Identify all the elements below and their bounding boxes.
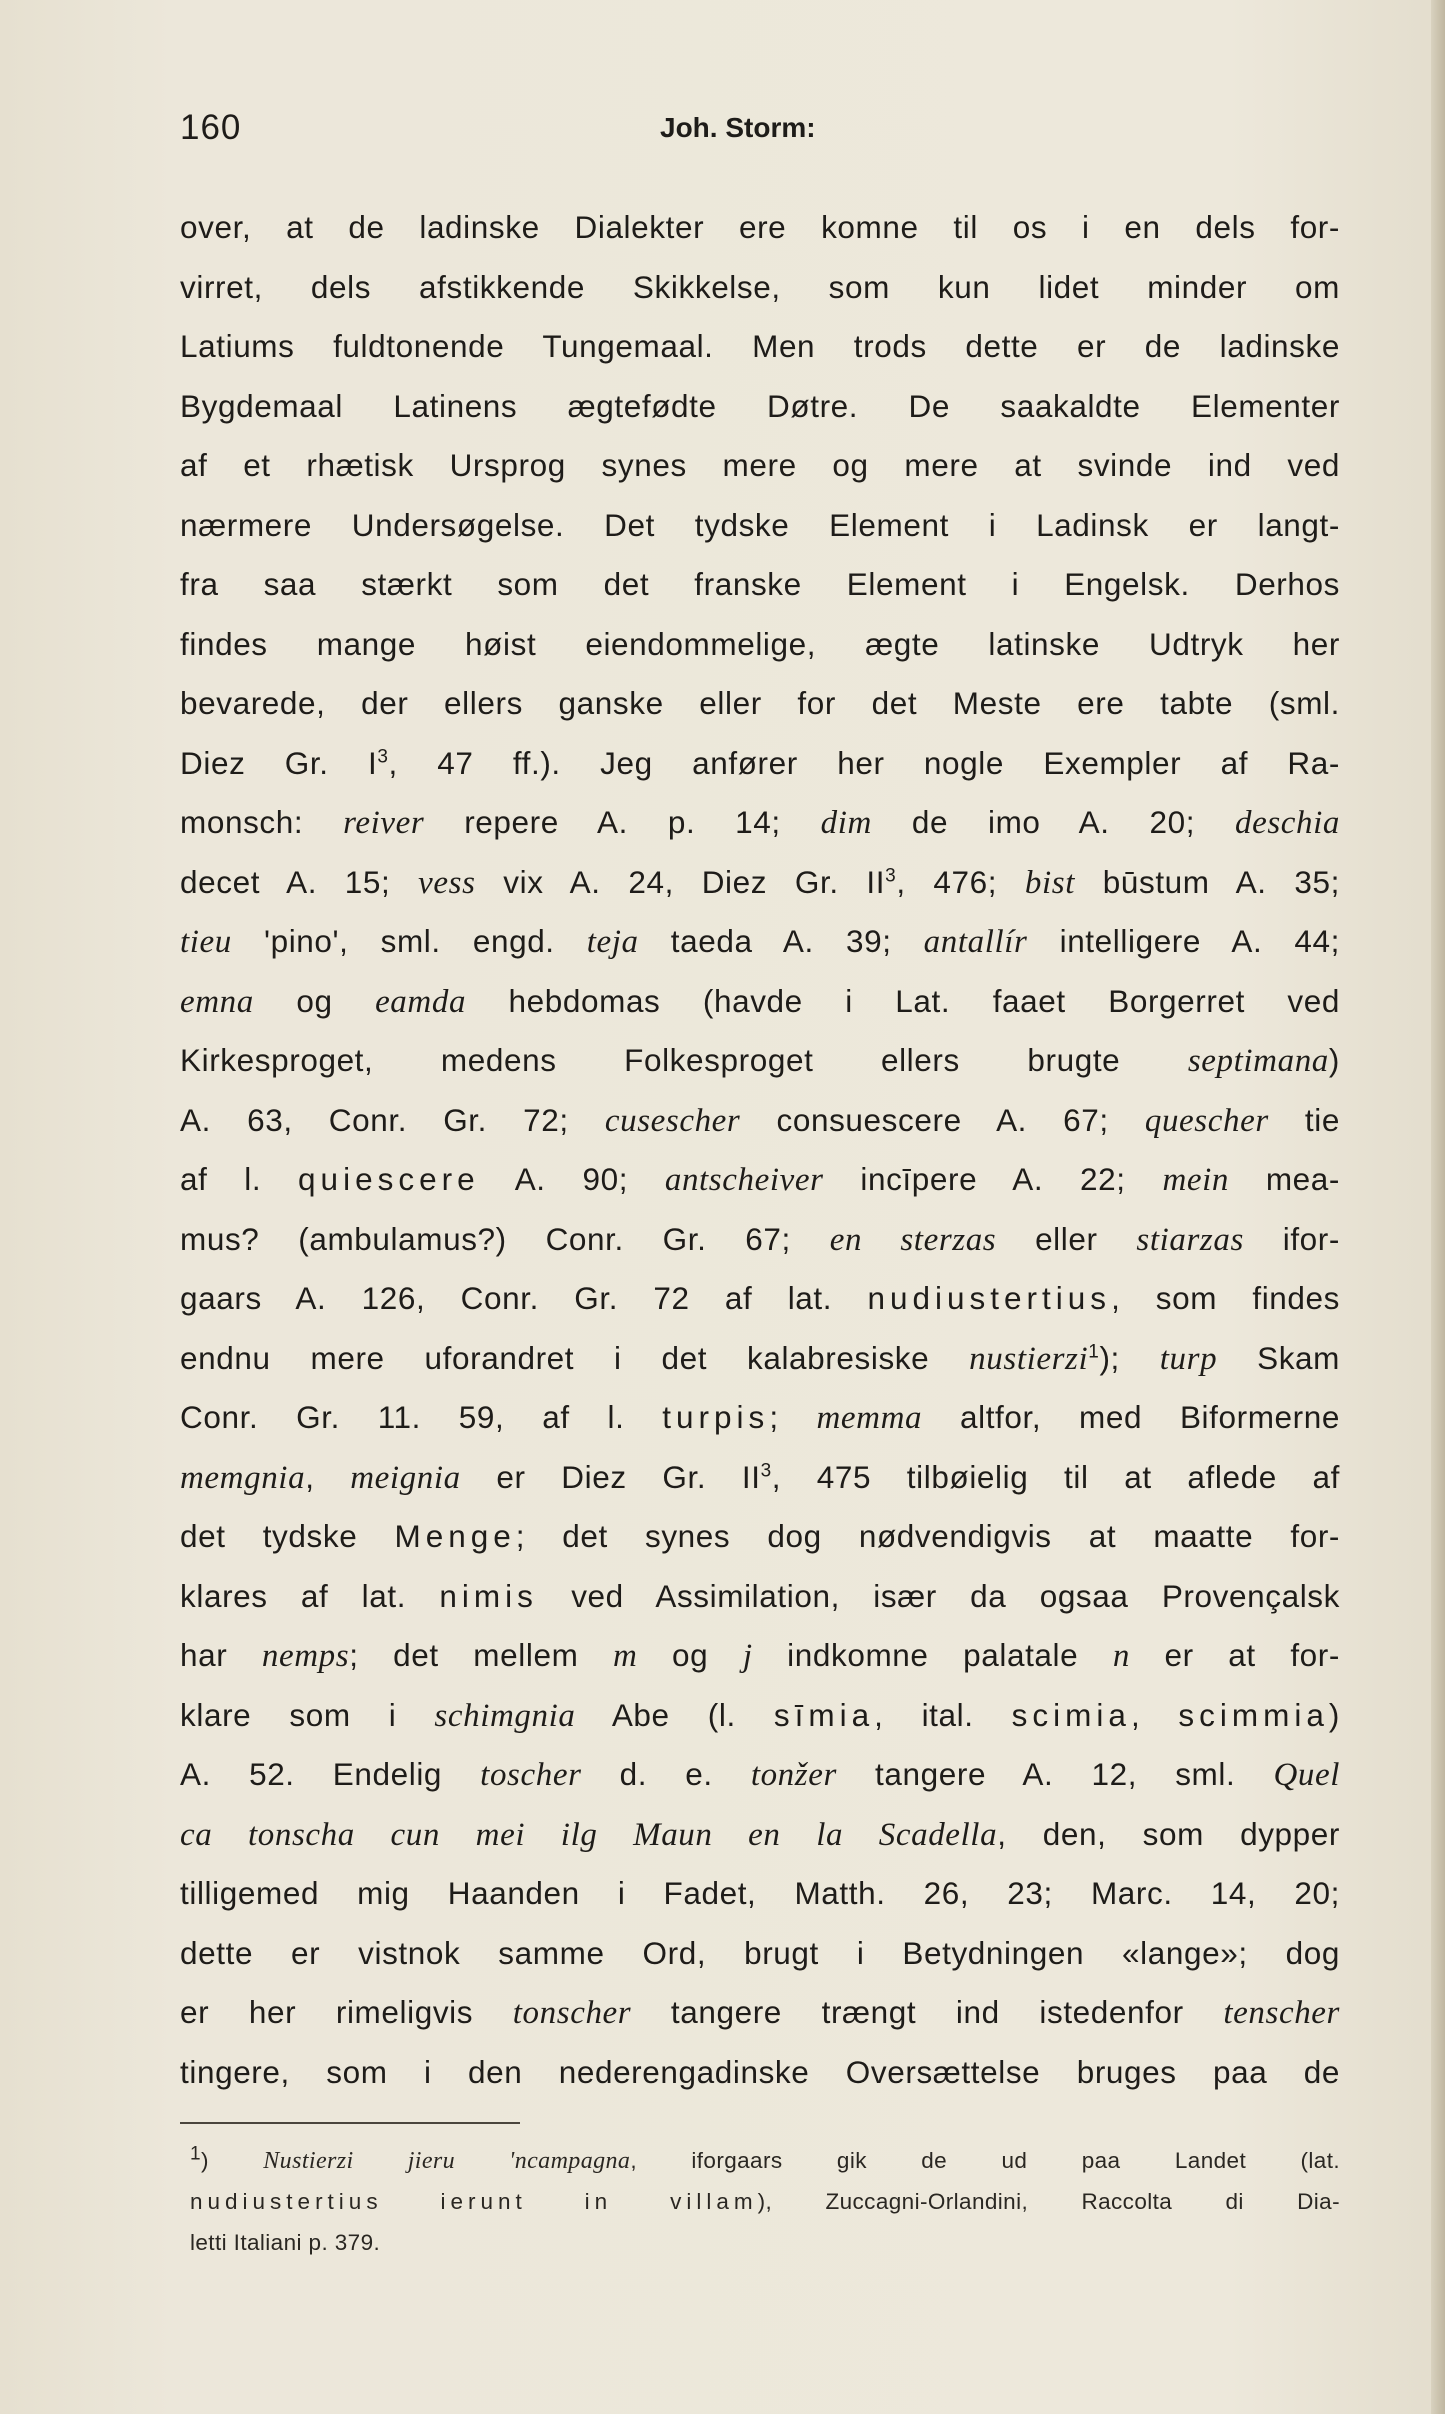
text-line: over, at de ladinske Dialekter ere komne til os i en dels for- [180, 209, 1340, 245]
text-line: findes mange høist eiendommelige, ægte latinske Udtryk her [180, 625, 1340, 662]
text-line: Kirkesproget, medens Folkesproget ellers brugte septimana) [180, 1042, 1340, 1079]
text-line: klares af lat. nimis ved Assimilation, især da ogsaa Provençalsk [180, 1577, 1340, 1614]
text-line: Bygdemaal Latinens ægtefødte Døtre. De saakaldte Elementer [180, 387, 1340, 424]
text-line: A. 52. Endelig toscher d. e. tonžer tangere A. 12, sml. Quel [180, 1756, 1341, 1793]
text-line: mus? (ambulamus?) Conr. Gr. 67; en sterzas eller stiarzas ifor- [180, 1220, 1340, 1258]
page-number: 160 [180, 108, 242, 147]
footnote-line: nudiustertius ierunt in villam), Zuccagni-Orlandini, Raccolta di Dia- [190, 2189, 1340, 2214]
text-line: monsch: reiver repere A. p. 14; dim de imo A. 20; deschia [180, 804, 1340, 841]
text-line: Latiums fuldtonende Tungemaal. Men trods dette er de ladinske [180, 328, 1340, 364]
text-line: gaars A. 126, Conr. Gr. 72 af lat. nudiustertius, som findes [180, 1280, 1341, 1316]
text-line: bevarede, der ellers ganske eller for det Meste ere tabte (sml. [180, 685, 1340, 721]
text-line: dette er vistnok samme Ord, brugt i Betydningen «lange»; dog [180, 1934, 1340, 1971]
text-line: ca tonscha cun mei ilg Maun en la Scadella, den, som dypper [180, 1815, 1341, 1853]
text-line: emna og eamda hebdomas (havde i Lat. faaet Borgerret ved [180, 982, 1340, 1020]
text-line: tieu 'pino', sml. engd. teja taeda A. 39; antallír intelligere A. 44; [180, 923, 1341, 960]
footnote-marker: 1 [190, 2143, 201, 2165]
text-line: virret, dels afstikkende Skikkelse, som kun lidet minder om [180, 268, 1340, 305]
footnote-line: letti Italiani p. 379. [190, 2230, 381, 2255]
text-line: endnu mere uforandret i det kalabresiske nustierzi$^1$); turp Skam [180, 1339, 1341, 1377]
footnote [190, 2140, 1340, 2263]
text-line: af l. quiescere A. 90; antscheiver incīpere A. 22; mein mea- [180, 1161, 1340, 1198]
running-head: Joh. Storm: [660, 112, 816, 143]
text-line: fra saa stærkt som det franske Element i Engelsk. Derhos [180, 566, 1340, 602]
text-line: klare som i schimgnia Abe (l. sīmia, ital. scimia, scimmia) [180, 1696, 1340, 1734]
text-line: det tydske Menge; det synes dog nødvendigvis at maatte for- [180, 1518, 1340, 1554]
text-line: tingere, som i den nederengadinske Oversættelse bruges paa de [180, 2053, 1340, 2090]
text-line: tilligemed mig Haanden i Fadet, Matth. 26, 23; Marc. 14, 20; [180, 1875, 1340, 1911]
text-line: decet A. 15; vess vix A. 24, Diez Gr. $II^3$, 476; bist būstum A. 35; [180, 863, 1340, 901]
text-line: A. 63, Conr. Gr. 72; cusescher consuescere A. 67; quescher tie [180, 1101, 1340, 1139]
page-header [180, 108, 1340, 158]
text-line: memgnia, meignia er Diez Gr. $II^3$, 475 tilbøielig til at aflede af [180, 1458, 1340, 1496]
text-line: af et rhætisk Ursprog synes mere og mere at svinde ind ved [180, 447, 1340, 483]
text-line: har nemps; det mellem m og j indkomne palatale n er at for- [180, 1637, 1340, 1674]
text-line: Conr. Gr. 11. 59, af l. turpis; memma altfor, med Biformerne [180, 1399, 1340, 1436]
body-text [180, 198, 1340, 2102]
text-line: nærmere Undersøgelse. Det tydske Element i Ladinsk er langt- [180, 506, 1340, 543]
text-line: Diez Gr. $I^3$, 47 ff.). Jeg anfører her nogle Exempler af Ra- [180, 744, 1340, 781]
page-edge [1431, 0, 1445, 2414]
text-line: er her rimeligvis tonscher tangere trængt ind istedenfor tenscher [180, 1994, 1340, 2031]
footnote-rule [180, 2122, 520, 2124]
footnote-line: $^1$) Nustierzi jieru 'ncampagna, iforgaars gik de ud paa Landet (lat. [190, 2143, 1341, 2174]
